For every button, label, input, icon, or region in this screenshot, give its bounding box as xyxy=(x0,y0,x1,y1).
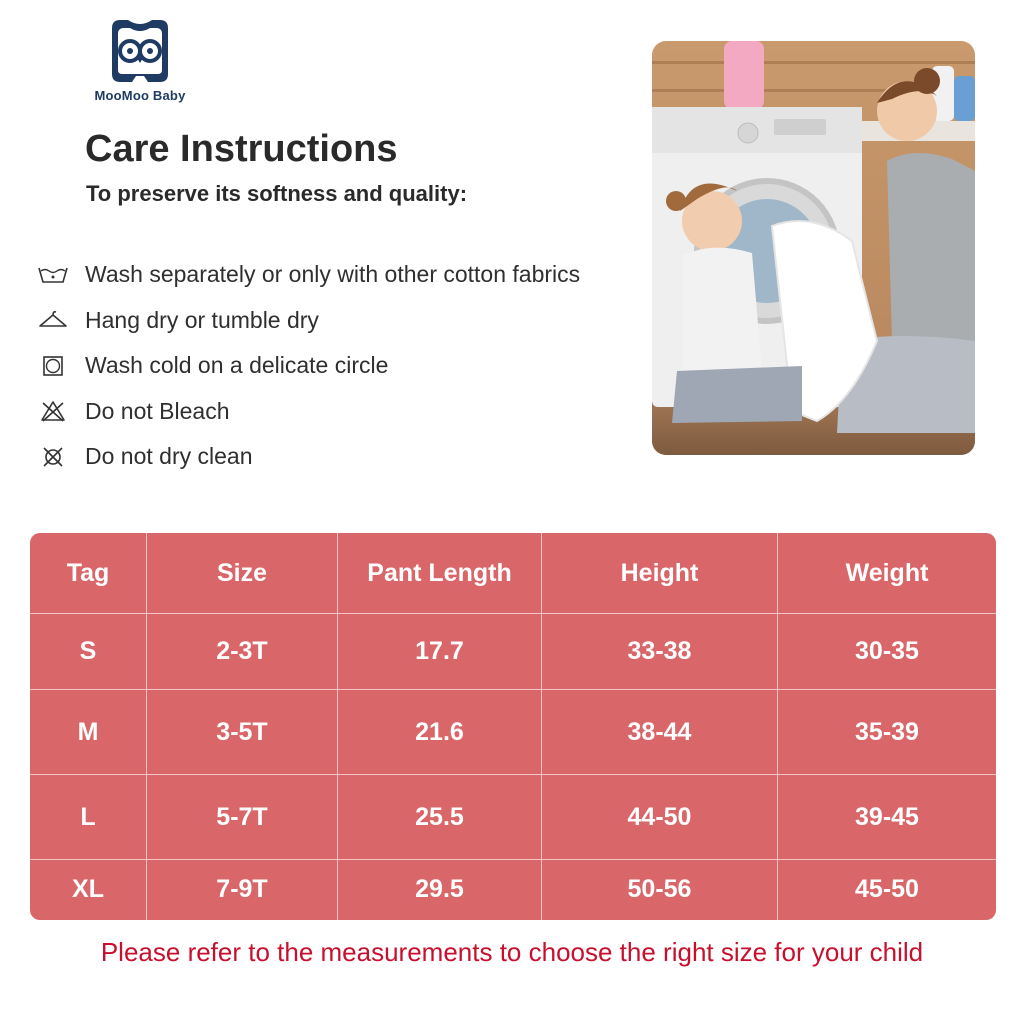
table-cell: 29.5 xyxy=(338,860,542,920)
table-cell: 7-9T xyxy=(147,860,338,920)
table-cell: 2-3T xyxy=(147,614,338,690)
table-cell: 30-35 xyxy=(778,614,997,690)
table-cell: 35-39 xyxy=(778,690,997,775)
table-cell: 21.6 xyxy=(338,690,542,775)
table-cell: 45-50 xyxy=(778,860,997,920)
table-row xyxy=(30,690,996,775)
care-item-hang xyxy=(36,298,580,344)
care-item-text: Do not dry clean xyxy=(85,443,253,470)
table-cell: 50-56 xyxy=(542,860,778,920)
column-header-height: Height xyxy=(542,533,778,614)
table-cell: 17.7 xyxy=(338,614,542,690)
care-item-no-dry-clean xyxy=(36,434,580,480)
table-cell: 33-38 xyxy=(542,614,778,690)
owl-icon xyxy=(104,18,176,86)
care-item-text: Wash separately or only with other cotton fabrics xyxy=(85,261,581,288)
table-cell: S xyxy=(30,614,147,690)
wash-basin-icon xyxy=(36,262,70,288)
table-cell: 39-45 xyxy=(778,775,997,860)
table-cell: 25.5 xyxy=(338,775,542,860)
care-item-text: Hang dry or tumble dry xyxy=(85,306,319,333)
size-chart-table xyxy=(30,533,996,920)
column-header-pant-length: Pant Length xyxy=(338,533,542,614)
table-cell: 38-44 xyxy=(542,690,778,775)
care-item-no-bleach xyxy=(36,389,580,435)
laundry-photo xyxy=(652,41,975,455)
column-header-size: Size xyxy=(147,533,338,614)
brand-name: MooMoo Baby xyxy=(94,88,186,103)
tumble-dry-icon xyxy=(36,353,70,379)
care-item-text: Do not Bleach xyxy=(85,397,230,424)
care-item-text: Wash cold on a delicate circle xyxy=(85,352,389,379)
care-title: Care Instructions xyxy=(85,128,398,170)
care-instructions-list xyxy=(36,252,580,480)
table-cell: XL xyxy=(30,860,147,920)
table-cell: L xyxy=(30,775,147,860)
size-guidance-note: Please refer to the measurements to choose the right size for your child xyxy=(100,937,924,967)
table-row xyxy=(30,775,996,860)
care-subtitle: To preserve its softness and quality: xyxy=(86,181,468,206)
column-header-weight: Weight xyxy=(778,533,997,614)
table-cell: M xyxy=(30,690,147,775)
hanger-icon xyxy=(36,307,70,333)
care-item-cold-wash xyxy=(36,343,580,389)
table-cell: 3-5T xyxy=(147,690,338,775)
no-bleach-icon xyxy=(36,398,70,424)
table-cell: 5-7T xyxy=(147,775,338,860)
brand-logo xyxy=(88,18,192,108)
table-row xyxy=(30,860,996,920)
table-header-row xyxy=(30,533,996,614)
table-row xyxy=(30,614,996,690)
care-item-wash xyxy=(36,252,580,298)
table-cell: 44-50 xyxy=(542,775,778,860)
no-dry-clean-icon xyxy=(36,444,70,470)
column-header-tag: Tag xyxy=(30,533,147,614)
